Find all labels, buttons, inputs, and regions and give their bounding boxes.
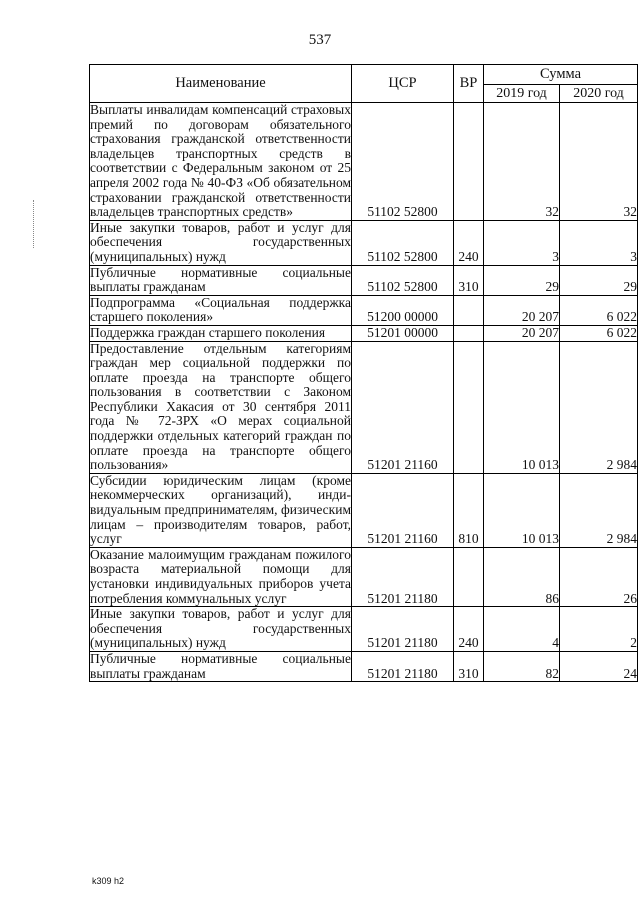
table-row [90, 325, 638, 341]
row-sum-2020: 2 984 [560, 473, 638, 547]
header-year-2019: 2019 год [484, 85, 560, 103]
page-number: 537 [308, 32, 332, 48]
row-code: 51102 52800 [352, 220, 454, 265]
row-sum-2019: 20 207 [484, 295, 560, 325]
row-code: 51201 21160 [352, 473, 454, 547]
header-name: Наименование [90, 65, 352, 103]
row-name: Иные закупки товаров, работ и услуг для обеспечения государственных (муниципальных) нужд [90, 219, 351, 264]
header-code: ЦСР [352, 65, 454, 103]
row-sum-2020: 26 [560, 547, 638, 606]
row-sum-2020: 3 [560, 220, 638, 265]
row-code: 51200 00000 [352, 295, 454, 325]
row-name: Оказание малоимущим гражданам пожилого возраста материальной помощи для установки индивидуальных приборов учета потребления коммунальных услуг [90, 546, 351, 606]
row-sum-2019: 4 [484, 607, 560, 652]
row-vr [454, 547, 484, 606]
row-name: Поддержка граждан старшего поколения [90, 325, 352, 341]
row-vr: 310 [454, 651, 484, 681]
row-name: Предоставление отдельным категориям граждан мер социальной поддержки по оплате проезда на транспорте общего пользования в соответствии с Законом Республики Хакасия от 30 сентября 2011 года № 72-ЗРХ «О мерах социальной поддержки отдельных категорий граждан по оплате проезда на транспорте общего пользования» [90, 340, 351, 473]
table-row [90, 473, 638, 547]
row-sum-2019: 86 [484, 547, 560, 606]
footer-code: k309 h2 [92, 876, 125, 886]
table-row [90, 607, 638, 652]
row-name: Выплаты инвалидам компенсаций страховых премий по договорам обязательного страхования гражданской ответственности владельцев транспортных средств в соответствии с Федеральным законом от 25 апреля 2002 года № 40-ФЗ «Об обязательном страховании гражданской ответственности владельцев транспортных средств» [90, 102, 351, 220]
row-sum-2020: 2 984 [560, 341, 638, 473]
table-row [90, 103, 638, 221]
table-row [90, 220, 638, 265]
row-sum-2019: 82 [484, 651, 560, 681]
row-code: 51201 21180 [352, 607, 454, 652]
row-code: 51102 52800 [352, 265, 454, 295]
row-vr [454, 341, 484, 473]
budget-table [89, 64, 638, 682]
row-name: Публичные нормативные социальные выплаты гражданам [90, 264, 351, 295]
row-code: 51201 21160 [352, 341, 454, 473]
row-code: 51201 00000 [352, 325, 454, 341]
row-sum-2020: 2 [560, 607, 638, 652]
row-sum-2020: 32 [560, 103, 638, 221]
header-vr: ВР [454, 65, 484, 103]
row-sum-2019: 10 013 [484, 473, 560, 547]
margin-mark [33, 200, 36, 248]
header-year-2020: 2020 год [560, 85, 638, 103]
row-code: 51201 21180 [352, 547, 454, 606]
table-row [90, 265, 638, 295]
row-vr [454, 325, 484, 341]
row-vr [454, 103, 484, 221]
table-row [90, 295, 638, 325]
table-row [90, 547, 638, 606]
row-sum-2020: 24 [560, 651, 638, 681]
row-vr: 240 [454, 607, 484, 652]
table-row [90, 651, 638, 681]
row-sum-2020: 6 022 [560, 325, 638, 341]
row-name: Субсидии юридическим лицам (кроме некоммерческих организаций), индивидуальным предпринимателям, физическим лицам – производителям товаров, работ, услуг [90, 472, 351, 547]
row-sum-2020: 6 022 [560, 295, 638, 325]
row-vr [454, 295, 484, 325]
row-sum-2019: 29 [484, 265, 560, 295]
row-sum-2019: 32 [484, 103, 560, 221]
row-sum-2019: 20 207 [484, 325, 560, 341]
header-sum: Сумма [484, 65, 638, 85]
row-code: 51102 52800 [352, 103, 454, 221]
row-vr: 240 [454, 220, 484, 265]
table-body [90, 103, 638, 682]
row-code: 51201 21180 [352, 651, 454, 681]
row-sum-2020: 29 [560, 265, 638, 295]
row-vr: 810 [454, 473, 484, 547]
table-row [90, 341, 638, 473]
row-vr: 310 [454, 265, 484, 295]
row-name: Публичные нормативные социальные выплаты гражданам [90, 650, 351, 681]
row-sum-2019: 10 013 [484, 341, 560, 473]
row-name: Подпрограмма «Социальная поддержка старшего поколения» [90, 294, 351, 325]
row-name: Иные закупки товаров, работ и услуг для обеспечения государственных (муниципальных) нужд [90, 606, 351, 651]
row-sum-2019: 3 [484, 220, 560, 265]
